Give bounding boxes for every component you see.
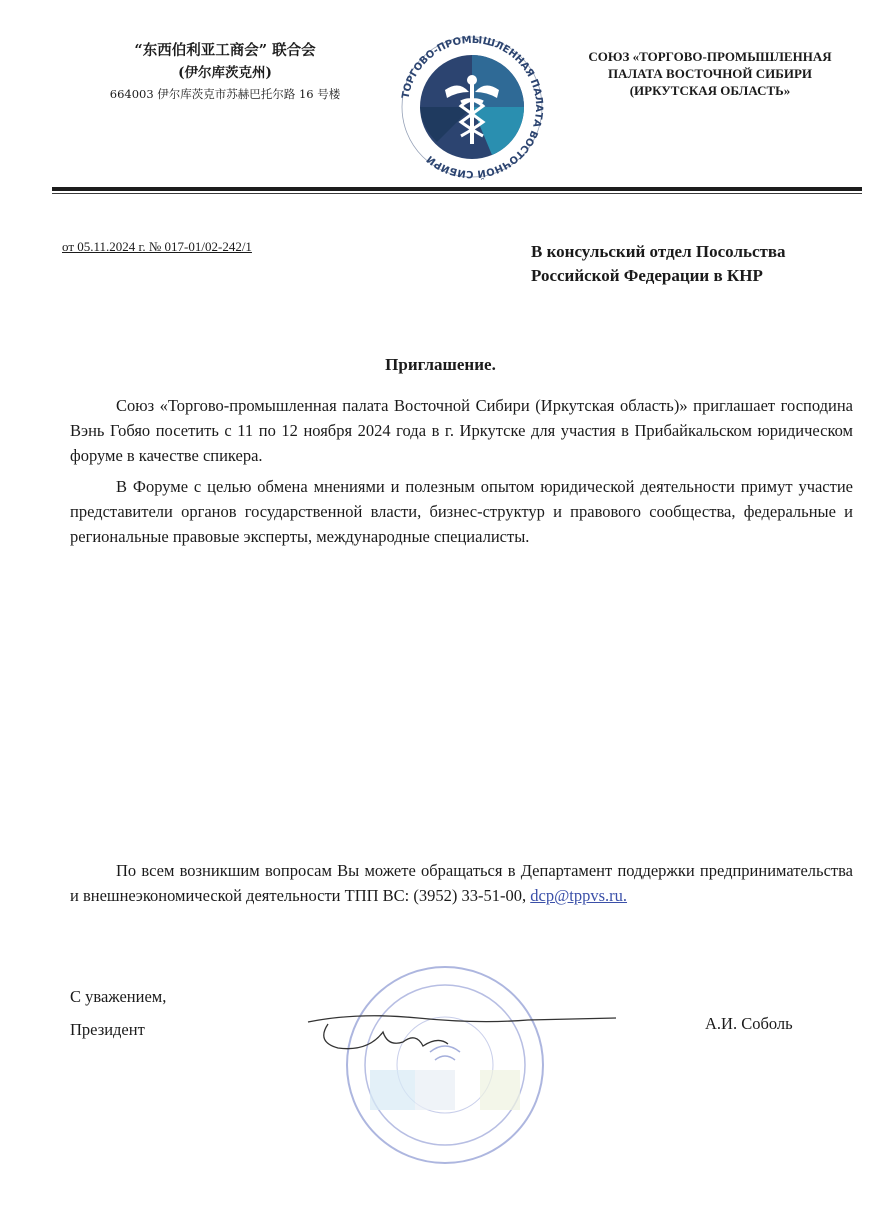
header-russian-line2: ПАЛАТА ВОСТОЧНОЙ СИБИРИ	[607, 66, 813, 81]
contact-text: По всем возникшим вопросам Вы можете обращаться в Департамент поддержки предпринимательства и внешнеэкономической деятельности ТПП ВС: (3952) 33-51-00,	[70, 861, 853, 905]
addressee-line1: В консульский отдел Посольства	[531, 242, 786, 261]
body-paragraph-1: Союз «Торгово-промышленная палата Восточной Сибири (Иркутская область)» приглашает господина Вэнь Гобяо посетить с 11 по 12 ноября 2024 года в г. Иркутске для участия в Прибайкальском юридическом форуме в качестве спикера.	[70, 396, 853, 465]
header-russian-block	[562, 48, 858, 99]
signatory-position: Президент	[70, 1020, 145, 1039]
body-paragraph-contact	[70, 858, 853, 908]
chamber-logo	[397, 32, 547, 182]
signatory-name: А.И. Соболь	[705, 1014, 793, 1033]
addressee	[531, 240, 871, 288]
document-reference: от 05.11.2024 г. № 017-01/02-242/1	[62, 239, 252, 254]
header-chinese-block	[60, 40, 390, 104]
letter-title: Приглашение.	[385, 355, 496, 374]
official-stamp	[340, 960, 550, 1170]
body-paragraph-2: В Форуме с целью обмена мнениями и полезным опытом юридической деятельности примут участие представители органов государственной власти, бизнес-структур и правового сообщества, федеральные и региональные правовые эксперты, международные специалисты.	[70, 477, 853, 546]
header-divider-thin	[52, 193, 862, 194]
header-chinese-name: “东西伯利亚工商会” 联合会	[134, 42, 316, 59]
email-link[interactable]: dcp@tppvs.ru.	[530, 886, 628, 905]
closing-regards: С уважением,	[70, 987, 167, 1006]
header-chinese-address: 664003 伊尔库茨克市苏赫巴托尔路 16 号楼	[109, 87, 341, 101]
svg-text:ТОРГОВО-ПРОМЫШЛЕННАЯ ПАЛАТА ВО: ТОРГОВО-ПРОМЫШЛЕННАЯ ПАЛАТА ВОСТОЧНОЙ СИБИРИ	[400, 34, 545, 180]
signature	[298, 1002, 618, 1062]
header-chinese-region: (伊尔库茨克州)	[178, 65, 272, 81]
header-divider-thick	[52, 187, 862, 191]
header-russian-line3: (ИРКУТСКАЯ ОБЛАСТЬ»	[629, 83, 791, 98]
closing-block	[70, 980, 166, 1046]
addressee-line2: Российской Федерации в КНР	[531, 266, 763, 285]
header-russian-line1: СОЮЗ «ТОРГОВО-ПРОМЫШЛЕННАЯ	[588, 49, 832, 64]
